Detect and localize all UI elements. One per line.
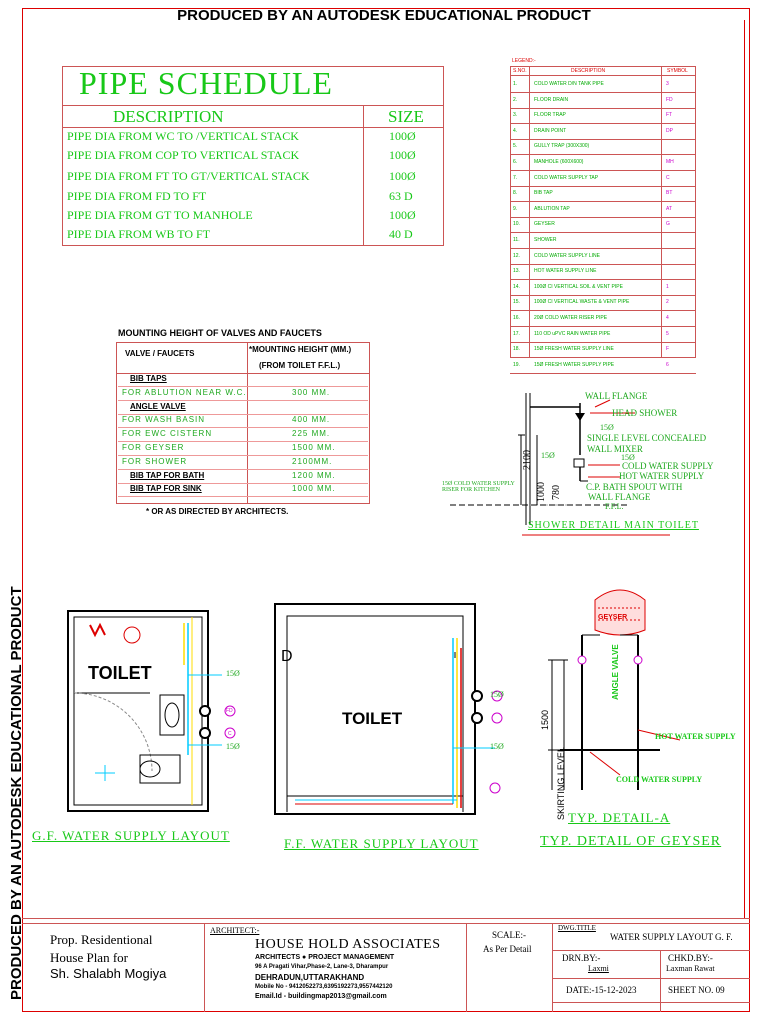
mounting-row-value: 1000 MM.	[292, 484, 336, 494]
gf-dia-2: 15Ø	[226, 742, 240, 751]
schedule-row: PIPE DIA FROM WC TO /VERTICAL STACK 100Ø	[67, 129, 416, 143]
legend-row: 10. GEYSER G	[510, 215, 696, 233]
legend-row: 13. HOT WATER SUPPLY LINE	[510, 262, 696, 280]
ff-room-label: TOILET	[342, 709, 403, 728]
legend-row: 2. FLOOR DRAIN FD	[510, 91, 696, 109]
sd-dia-b: 15Ø	[621, 453, 635, 462]
gf-tag-2: C	[228, 731, 232, 737]
mounting-col-height-sub: (FROM TOILET F.F.L.)	[259, 361, 341, 370]
legend-row: 17. 110 OD uPVC RAIN WATER PIPE 5	[510, 325, 696, 343]
shower-detail-caption: SHOWER DETAIL MAIN TOILET	[528, 520, 699, 531]
legend-row: 1. COLD WATER D/N TANK PIPE 3	[510, 75, 696, 93]
firm-mobile: Mobile No - 9412052273,6395192273,9557442120	[255, 984, 393, 990]
legend-row: 15. 100Ø CI VERTICAL WASTE & VENT PIPE 2	[510, 293, 696, 311]
sd-dia-a: 15Ø	[600, 423, 614, 432]
legend-row: 16. 20Ø COLD WATER RISER PIPE 4	[510, 309, 696, 327]
schedule-row: PIPE DIA FROM FT TO GT/VERTICAL STACK 100Ø	[67, 169, 416, 183]
checked-by-label: CHKD.BY:-	[668, 953, 713, 963]
legend-row: 6. MANHOLE (600X600) MH	[510, 153, 696, 171]
mounting-row-value: 2100MM.	[292, 456, 333, 466]
sd-head-shower: HEAD SHOWER	[612, 408, 678, 418]
mounting-row-value: 300 MM.	[292, 387, 331, 397]
legend-row: 19. 15Ø FRESH WATER SUPPLY PIPE 6	[510, 356, 696, 374]
mounting-row-label: BIB TAP FOR SINK	[130, 484, 202, 494]
sd-hot: HOT WATER SUPPLY	[619, 471, 705, 481]
drawn-by-label: DRN.BY:-	[562, 953, 601, 963]
dwg-title: WATER SUPPLY LAYOUT G. F.	[610, 932, 733, 942]
geyser-cold-label: COLD WATER SUPPLY	[616, 775, 703, 784]
watermark-left: PRODUCED BY AN AUTODESK EDUCATIONAL PRODUCT	[8, 586, 25, 1000]
mounting-row-value: 225 MM.	[292, 429, 331, 439]
mounting-row-label: BIB TAPS	[130, 374, 167, 383]
legend-row: 14. 100Ø CI VERTICAL SOIL & VENT PIPE 1	[510, 278, 696, 296]
geyser-dim: 1500	[540, 709, 550, 730]
mounting-row-value: 1200 MM.	[292, 470, 336, 480]
legend-row: 9. ABLUTION TAP AT	[510, 200, 696, 218]
schedule-row: PIPE DIA FROM WB TO FT 40 D	[67, 227, 413, 241]
geyser-hot-label: HOT WATER SUPPLY	[655, 732, 736, 741]
legend-header: S.NO. DESCRIPTION SYMBOL	[511, 67, 695, 76]
geyser-caption-2: TYP. DETAIL OF GEYSER	[540, 834, 722, 849]
mounting-row-value: 400 MM.	[292, 415, 331, 425]
mounting-row-label: FOR WASH BASIN	[122, 415, 206, 425]
mounting-row-label: FOR ABLUTION NEAR W.C.	[122, 387, 247, 397]
drawing-date: DATE:-15-12-2023	[566, 985, 637, 995]
dwg-title-label: DWG.TITLE	[558, 924, 596, 932]
legend-row: 11. SHOWER	[510, 231, 696, 249]
mounting-col-valve: VALVE / FAUCETS	[125, 349, 195, 358]
mounting-row-value: 1500 MM.	[292, 443, 336, 452]
sd-ffl: F.F.L.	[605, 502, 624, 511]
ff-mark: D	[281, 648, 293, 665]
title-block	[22, 918, 750, 919]
ff-caption: F.F. WATER SUPPLY LAYOUT	[284, 836, 479, 851]
sd-spout: C.P. BATH SPOUT WITH	[586, 482, 683, 492]
firm-address-1: 96 A Pragati Vihar,Phase-2, Lane-3, Dharampur	[255, 964, 389, 970]
firm-sub: ARCHITECTS ● PROJECT MANAGEMENT	[255, 954, 395, 961]
project-line-1: Prop. Residentional	[50, 932, 153, 947]
legend-row: 12. COLD WATER SUPPLY LINE	[510, 247, 696, 265]
schedule-row: PIPE DIA FROM GT TO MANHOLE 100Ø	[67, 208, 416, 222]
skirting-label: SKIRTING LEVEL	[556, 747, 566, 820]
architect-label: ARCHITECT:-	[210, 926, 260, 935]
sd-mixer-2: WALL MIXER	[587, 444, 643, 454]
sd-dim-2100: 2100	[522, 450, 533, 470]
checked-by-value: Laxman Rawat	[666, 964, 715, 973]
schedule-row: PIPE DIA FROM FD TO FT 63 D	[67, 189, 413, 203]
sd-dim-780: 780	[551, 485, 562, 500]
scale-value: As Per Detail	[483, 944, 532, 954]
gf-room-label: TOILET	[88, 663, 152, 683]
sd-dim-1000: 1000	[536, 482, 547, 502]
sd-wall-flange-2: WALL FLANGE	[588, 492, 651, 502]
angle-valve-label: ANGLE VALVE	[611, 644, 620, 700]
gf-caption: G.F. WATER SUPPLY LAYOUT	[32, 828, 230, 843]
mounting-row-label: FOR EWC CISTERN	[122, 429, 213, 439]
scale-label: SCALE:-	[492, 930, 527, 940]
legend-row: 5. GULLY TRAP (300X300)	[510, 137, 696, 155]
legend-row: 7. COLD WATER SUPPLY TAP C	[510, 169, 696, 187]
sd-wall-flange: WALL FLANGE	[585, 391, 648, 401]
pipe-schedule-title: PIPE SCHEDULE	[79, 65, 333, 101]
legend-row: 4. DRAIN POINT DP	[510, 122, 696, 140]
gf-dia-1: 15Ø	[226, 669, 240, 678]
legend-row: 3. FLOOR TRAP FT	[510, 106, 696, 124]
geyser-label: GEYSER	[598, 614, 628, 621]
size-header: SIZE	[388, 107, 424, 126]
mounting-row-label: FOR SHOWER	[122, 456, 188, 466]
watermark-top: PRODUCED BY AN AUTODESK EDUCATIONAL PRODUCT	[177, 7, 591, 24]
ff-dia-1: 15Ø	[490, 742, 504, 751]
sd-cold: COLD WATER SUPPLY	[622, 461, 714, 471]
firm-email: Email.Id - buildingmap2013@gmail.com	[255, 993, 387, 1000]
firm-address-2: DEHRADUN,UTTARAKHAND	[255, 973, 365, 982]
mounting-row-label: FOR GEYSER	[122, 443, 185, 452]
sd-dia-c: 15Ø	[541, 451, 555, 460]
sd-mixer-1: SINGLE LEVEL CONCEALED	[587, 433, 707, 443]
legend-title: LEGEND:-	[512, 58, 536, 64]
gf-tag-1: FD	[226, 708, 233, 714]
description-header: DESCRIPTION	[113, 107, 224, 126]
mounting-row-label: ANGLE VALVE	[130, 401, 186, 411]
mounting-col-height: *MOUNTING HEIGHT (MM.)	[249, 345, 352, 354]
legend-row: 18. 15Ø FRESH WATER SUPPLY LINE F	[510, 340, 696, 358]
geyser-caption-1: TYP. DETAIL-A	[568, 810, 671, 825]
mounting-note: * OR AS DIRECTED BY ARCHITECTS.	[146, 507, 289, 516]
sd-riser: 15Ø COLD WATER SUPPLY RISER FOR KITCHEN	[442, 481, 515, 493]
sheet-number: SHEET NO. 09	[668, 985, 725, 995]
mounting-row-label: BIB TAP FOR BATH	[130, 470, 205, 480]
legend-row: 8. BIB TAP BT	[510, 184, 696, 202]
project-line-2: House Plan for	[50, 950, 128, 965]
firm-name: HOUSE HOLD ASSOCIATES	[255, 937, 441, 952]
gf-layout-drawing	[60, 605, 250, 820]
project-line-3: Sh. Shalabh Mogiya	[50, 966, 167, 981]
drawn-by-value: Laxmi	[588, 964, 609, 973]
schedule-row: PIPE DIA FROM COP TO VERTICAL STACK 100Ø	[67, 148, 416, 162]
pipe-schedule-table	[62, 66, 444, 246]
mounting-title: MOUNTING HEIGHT OF VALVES AND FAUCETS	[118, 328, 322, 338]
ff-dia-2: 15Ø	[490, 690, 504, 699]
